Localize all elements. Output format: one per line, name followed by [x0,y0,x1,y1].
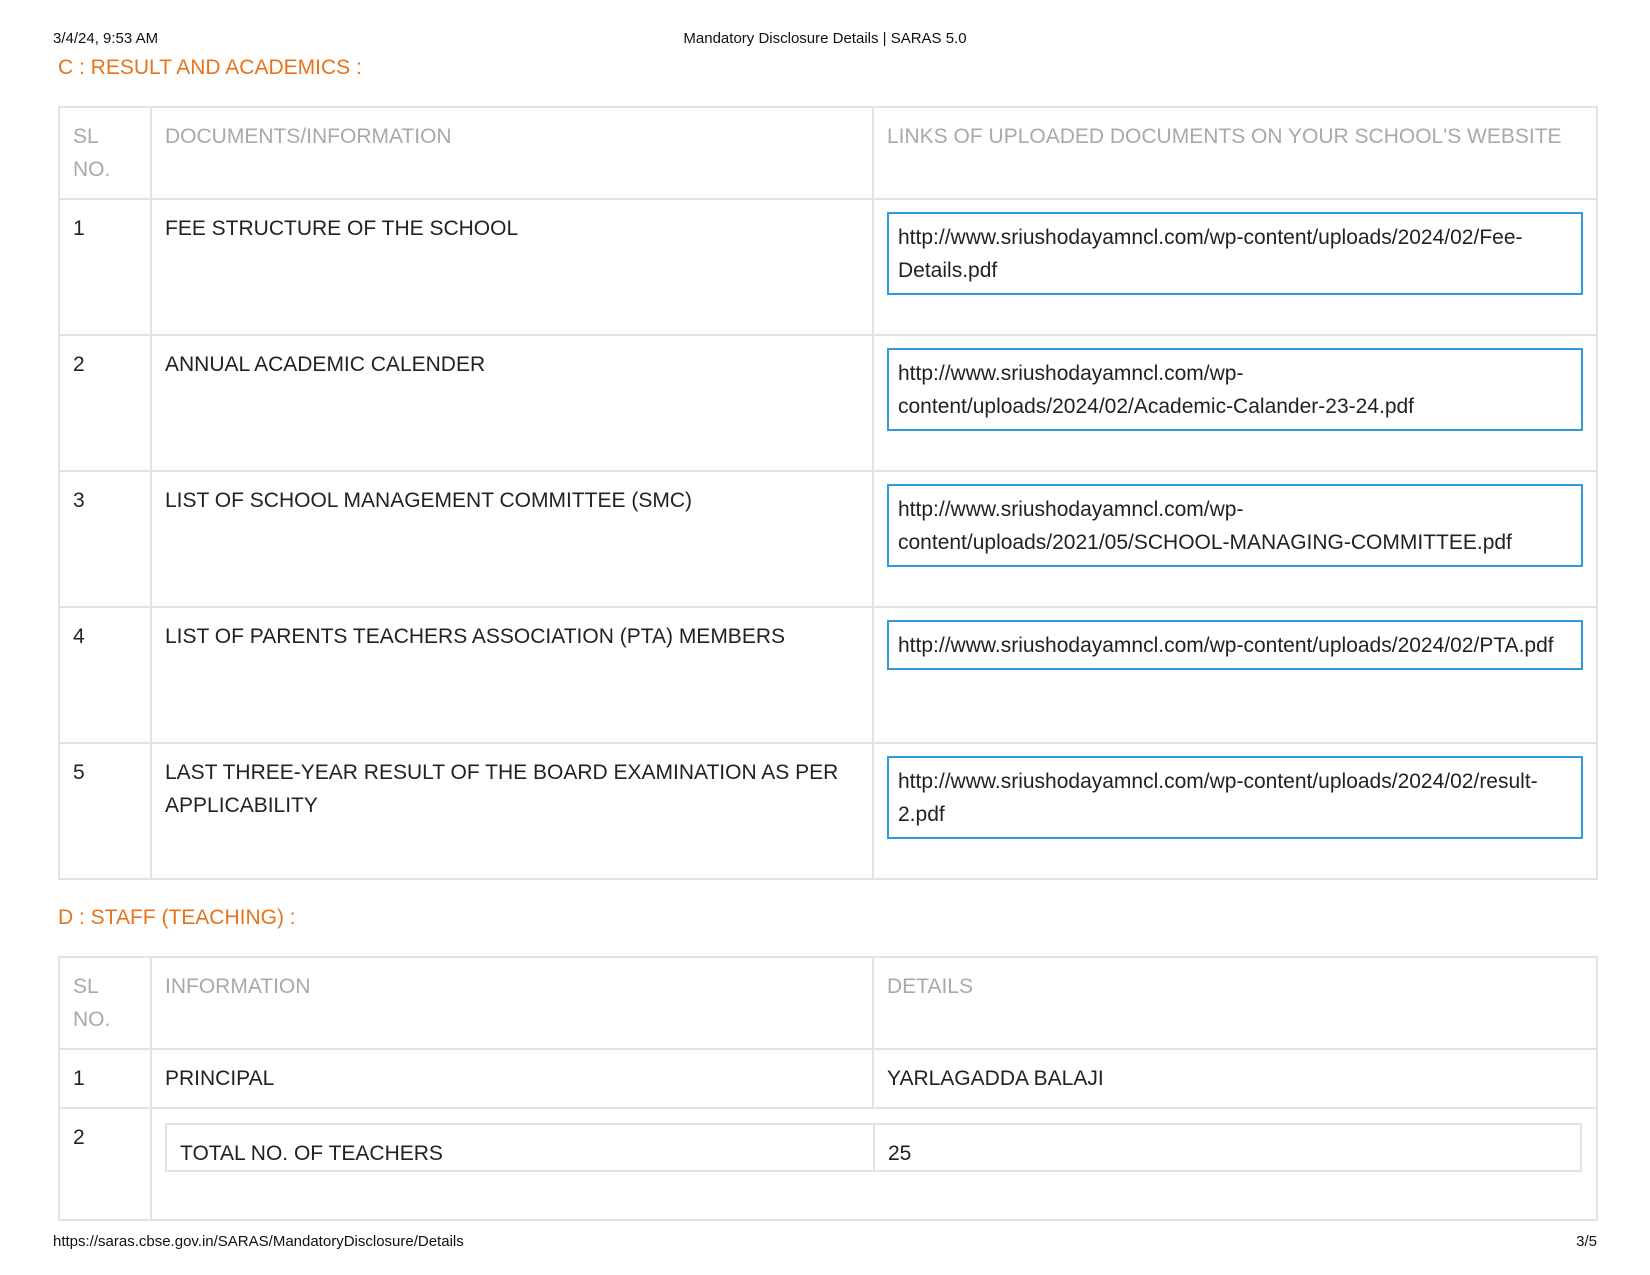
page-url: https://saras.cbse.gov.in/SARAS/MandatoryDisclosure/Details [53,1233,464,1250]
row-document: FEE STRUCTURE OF THE SCHOOL [151,199,873,335]
header-documents: DOCUMENTS/INFORMATION [151,107,873,199]
document-link-field[interactable]: http://www.sriushodayamncl.com/wp-content/uploads/2024/02/Academic-Calander-23-24.pdf [887,348,1583,431]
section-c-title: C : RESULT AND ACADEMICS : [58,56,362,79]
teachers-count-label: TOTAL NO. OF TEACHERS [166,1124,874,1171]
result-academics-table [58,106,1598,880]
teachers-count-table [165,1123,1582,1172]
row-document: LAST THREE-YEAR RESULT OF THE BOARD EXAMINATION AS PER APPLICABILITY [151,743,873,879]
staff-teaching-table [58,956,1598,1221]
header-links: LINKS OF UPLOADED DOCUMENTS ON YOUR SCHOOL'S WEBSITE [873,107,1597,199]
document-link-field[interactable]: http://www.sriushodayamncl.com/wp-content/uploads/2024/02/PTA.pdf [887,620,1583,670]
print-datetime: 3/4/24, 9:53 AM [53,30,159,47]
table-row [59,335,1597,471]
table-row [59,1049,1597,1108]
row-sl-no: 3 [59,471,151,607]
document-link-field[interactable]: http://www.sriushodayamncl.com/wp-content/uploads/2024/02/Fee-Details.pdf [887,212,1583,295]
row-link-cell [873,199,1597,335]
page-number: 3/5 [1576,1233,1597,1250]
row-document: ANNUAL ACADEMIC CALENDER [151,335,873,471]
row-link-cell [873,471,1597,607]
row-information: PRINCIPAL [151,1049,873,1108]
document-link-field[interactable]: http://www.sriushodayamncl.com/wp-content/uploads/2024/02/result-2.pdf [887,756,1583,839]
header-information: INFORMATION [151,957,873,1049]
print-header [53,30,1597,50]
table-row [59,199,1597,335]
nested-info-cell [151,1108,1597,1220]
document-link-field[interactable]: http://www.sriushodayamncl.com/wp-content/uploads/2021/05/SCHOOL-MANAGING-COMMITTEE.pdf [887,484,1583,567]
row-document: LIST OF PARENTS TEACHERS ASSOCIATION (PTA) MEMBERS [151,607,873,743]
table-header-row [59,107,1597,199]
table-row [59,607,1597,743]
row-sl-no: 1 [59,1049,151,1108]
row-link-cell [873,607,1597,743]
header-sl-no: SL NO. [59,957,151,1049]
print-footer [53,1233,1597,1253]
header-sl-no: SL NO. [59,107,151,199]
row-document: LIST OF SCHOOL MANAGEMENT COMMITTEE (SMC) [151,471,873,607]
print-page-title: Mandatory Disclosure Details | SARAS 5.0 [683,30,967,47]
row-sl-no: 4 [59,607,151,743]
row-link-cell [873,335,1597,471]
table-row [59,743,1597,879]
row-sl-no: 2 [59,1108,151,1220]
header-details: DETAILS [873,957,1597,1049]
table-row [59,471,1597,607]
row-sl-no: 2 [59,335,151,471]
teachers-count-value: 25 [874,1124,1581,1171]
row-details: YARLAGADDA BALAJI [873,1049,1597,1108]
table-row [59,1108,1597,1220]
section-d-title: D : STAFF (TEACHING) : [58,906,296,929]
row-sl-no: 1 [59,199,151,335]
table-row [166,1124,1581,1171]
table-header-row [59,957,1597,1049]
row-sl-no: 5 [59,743,151,879]
row-link-cell [873,743,1597,879]
